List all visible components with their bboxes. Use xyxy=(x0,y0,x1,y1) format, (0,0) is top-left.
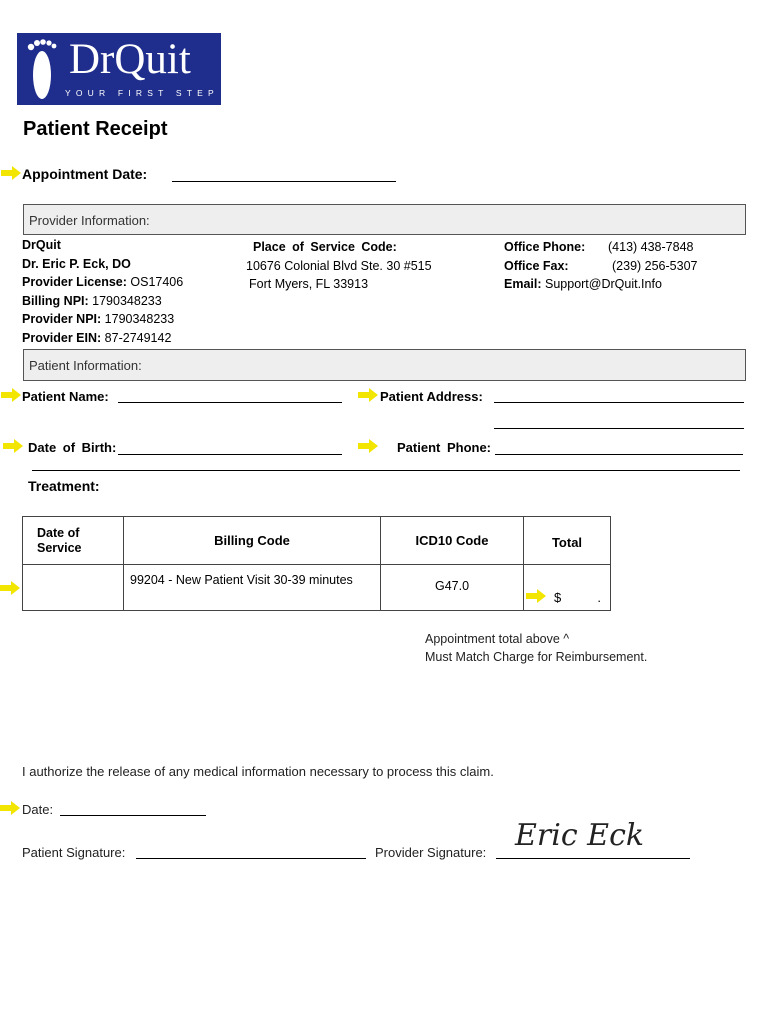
yellow-arrow-icon xyxy=(3,439,23,453)
patient-address-field-1[interactable] xyxy=(494,402,744,403)
yellow-arrow-icon xyxy=(358,388,378,402)
yellow-arrow-icon xyxy=(358,439,378,453)
col-icd10-code: ICD10 Code xyxy=(381,517,524,565)
provider-doctor: Dr. Eric P. Eck, DO xyxy=(22,256,131,271)
dob-label: Date of Birth: xyxy=(28,440,117,455)
table-header-row xyxy=(23,517,611,565)
address-line1: 10676 Colonial Blvd Ste. 30 #515 xyxy=(246,258,432,273)
provider-npi-value: 1790348233 xyxy=(104,312,175,326)
billing-npi-label: Billing NPI: xyxy=(22,293,89,308)
license-label: Provider License: xyxy=(22,275,127,289)
appointment-date-field[interactable] xyxy=(172,181,396,182)
phone-label: Office Phone: xyxy=(504,240,586,254)
dob-field[interactable] xyxy=(118,454,342,455)
yellow-arrow-icon xyxy=(1,166,21,180)
billing-npi-value: 1790348233 xyxy=(92,293,162,308)
patient-info-header xyxy=(23,349,746,381)
authorize-text: I authorize the release of any medical information necessary to process this claim. xyxy=(22,764,494,779)
date-label: Date: xyxy=(22,802,54,817)
provider-npi-label: Provider NPI: xyxy=(22,312,102,326)
table-row xyxy=(23,565,611,611)
provider-ein-value: 87-2749142 xyxy=(104,330,172,345)
col-date-of-service: Date of Service xyxy=(23,517,124,565)
icd10-code-cell: G47.0 xyxy=(381,565,524,611)
note-line1: Appointment total above ^ xyxy=(425,632,570,646)
address-line2: Fort Myers, FL 33913 xyxy=(249,277,369,291)
yellow-arrow-icon xyxy=(1,388,21,402)
patient-name-field[interactable] xyxy=(118,402,342,403)
patient-phone-field[interactable] xyxy=(495,454,743,455)
fax-label: Office Fax: xyxy=(504,258,569,273)
license-value: OS17406 xyxy=(130,275,184,289)
col-billing-code: Billing Code xyxy=(124,517,381,565)
provider-details-right xyxy=(504,238,697,294)
logo xyxy=(17,33,221,105)
email-label: Email: xyxy=(504,277,542,291)
note-line2: Must Match Charge for Reimbursement. xyxy=(425,650,648,664)
page-title: Patient Receipt xyxy=(23,118,168,140)
yellow-arrow-icon xyxy=(0,801,20,815)
footprint-icon xyxy=(25,37,59,101)
provider-ein-label: Provider EIN: xyxy=(22,330,102,345)
appointment-date-label: Appointment Date: xyxy=(22,166,148,182)
date-of-service-cell[interactable] xyxy=(23,565,124,611)
total-cell[interactable] xyxy=(524,565,611,611)
logo-name: DrQuit xyxy=(69,36,191,83)
patient-signature-label: Patient Signature: xyxy=(22,845,126,860)
logo-tagline: YOUR FIRST STEP xyxy=(65,88,219,98)
patient-info-heading: Patient Information: xyxy=(29,358,142,373)
date-field[interactable] xyxy=(60,815,206,816)
yellow-arrow-icon xyxy=(0,581,20,595)
fax-value: (239) 256-5307 xyxy=(612,258,698,273)
patient-signature-field[interactable] xyxy=(136,858,366,859)
divider-line xyxy=(32,470,740,471)
provider-info-header xyxy=(23,204,746,235)
provider-signature: Eric Eck xyxy=(515,818,645,853)
col-total: Total xyxy=(524,517,611,565)
phone-value: (413) 438-7848 xyxy=(608,240,694,254)
provider-name: DrQuit xyxy=(22,238,61,252)
provider-signature-field xyxy=(496,858,690,859)
patient-address-label: Patient Address: xyxy=(380,389,483,404)
provider-details-left xyxy=(22,236,183,347)
patient-name-label: Patient Name: xyxy=(22,389,109,404)
total-value: $ . xyxy=(554,590,601,605)
place-of-service-label: Place of Service Code: xyxy=(253,240,397,254)
email-value: Support@DrQuit.Info xyxy=(545,277,662,291)
billing-code-cell: 99204 - New Patient Visit 30-39 minutes xyxy=(124,565,381,611)
patient-address-field-2[interactable] xyxy=(494,428,744,429)
yellow-arrow-icon xyxy=(526,589,546,603)
provider-details-middle xyxy=(246,238,432,294)
treatment-table xyxy=(22,516,611,611)
patient-phone-label: Patient Phone: xyxy=(397,440,492,455)
treatment-heading: Treatment: xyxy=(28,478,100,494)
provider-signature-label: Provider Signature: xyxy=(375,845,487,860)
provider-info-heading: Provider Information: xyxy=(29,213,150,228)
